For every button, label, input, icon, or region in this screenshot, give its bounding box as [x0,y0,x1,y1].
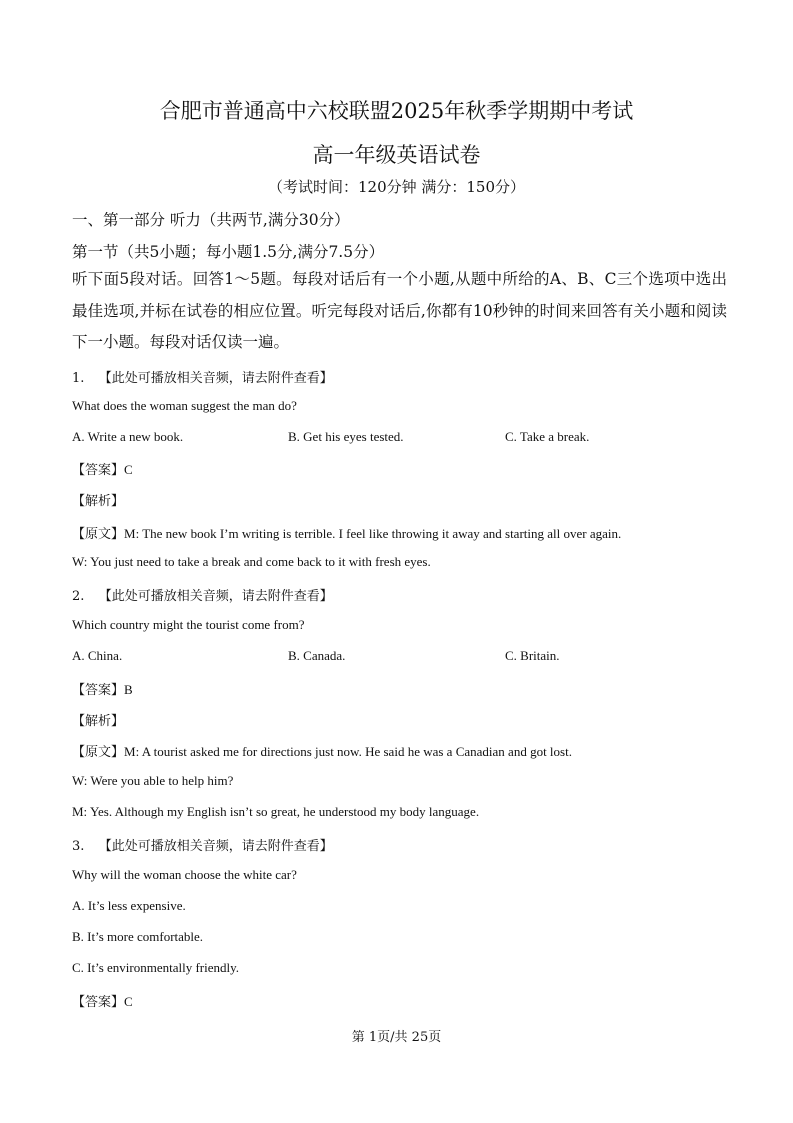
question-3-option-c: C. It’s environmentally friendly. [72,960,240,975]
audio-note[interactable]: 【此处可播放相关音频，请去附件查看】 [98,371,333,386]
answer-value: C [124,462,133,477]
question-2-text: Which country might the tourist come from? [72,617,305,632]
page-number-footer: 第 1页/共 25页 [351,1030,442,1045]
question-2-option-b: B. Canada. [288,648,346,663]
question-number: 1. [72,371,85,386]
audio-note[interactable]: 【此处可播放相关音频，请去附件查看】 [98,839,333,854]
question-1-option-c: C. Take a break. [505,429,590,444]
exam-title: 合肥市普通高中六校联盟2025年秋季学期期中考试 [159,99,634,123]
answer-value: B [124,682,133,697]
question-2-analysis-label: 【解析】 [72,714,125,729]
question-3-option-b: B. It’s more comfortable. [72,929,204,944]
question-2-option-c: C. Britain. [505,648,560,663]
transcript-text: M: The new book I’m writing is terrible. I feel like throwing it away and starting all over again. [124,526,622,541]
transcript-label: 【原文】 [72,527,125,542]
audio-note[interactable]: 【此处可播放相关音频，请去附件查看】 [98,589,333,604]
answer-label: 【答案】 [72,995,125,1010]
question-2-transcript-line-2: W: Were you able to help him? [72,773,234,788]
answer-value: C [124,994,133,1009]
question-1-transcript-line-2: W: You just need to take a break and come back to it with fresh eyes. [72,554,431,569]
section-part-heading: 一、第一部分 听力（共两节,满分30分） [72,211,350,229]
question-2-answer [72,679,133,698]
question-1-header [72,367,333,386]
question-1-answer [72,459,133,478]
transcript-text: M: A tourist asked me for directions just now. He said he was a Canadian and got lost. [124,744,572,759]
question-2-transcript-line-1 [72,741,572,760]
question-1-analysis-label: 【解析】 [72,494,125,509]
answer-label: 【答案】 [72,683,125,698]
question-3-text: Why will the woman choose the white car? [72,867,297,882]
question-number: 3. [72,839,85,854]
question-3-header [72,835,333,854]
question-1-option-b: B. Get his eyes tested. [288,429,404,444]
question-number: 2. [72,589,85,604]
subsection-heading: 第一节（共5小题；每小题1.5分,满分7.5分） [72,243,385,261]
question-2-header [72,585,333,604]
question-1-transcript-line-1 [72,523,621,542]
listening-instructions: 听下面5段对话。回答1～5题。每段对话后有一个小题,从题中所给的A、B、C三个选项中选出最佳选项,并标在试卷的相应位置。听完每段对话后,你都有10秒钟的时间来回答有关小题和阅读下一小题。每段对话仅读一遍。 [72,270,727,351]
transcript-label: 【原文】 [72,745,125,760]
exam-info: （考试时间：120分钟 满分：150分） [267,178,526,196]
question-3-option-a: A. It’s less expensive. [72,898,186,913]
question-1-option-a: A. Write a new book. [72,429,184,444]
question-2-transcript-line-3: M: Yes. Although my English isn’t so great, he understood my body language. [72,804,480,819]
exam-subtitle: 高一年级英语试卷 [312,143,481,167]
question-1-text: What does the woman suggest the man do? [72,398,297,413]
question-2-option-a: A. China. [72,648,123,663]
question-3-answer [72,991,133,1010]
answer-label: 【答案】 [72,463,125,478]
